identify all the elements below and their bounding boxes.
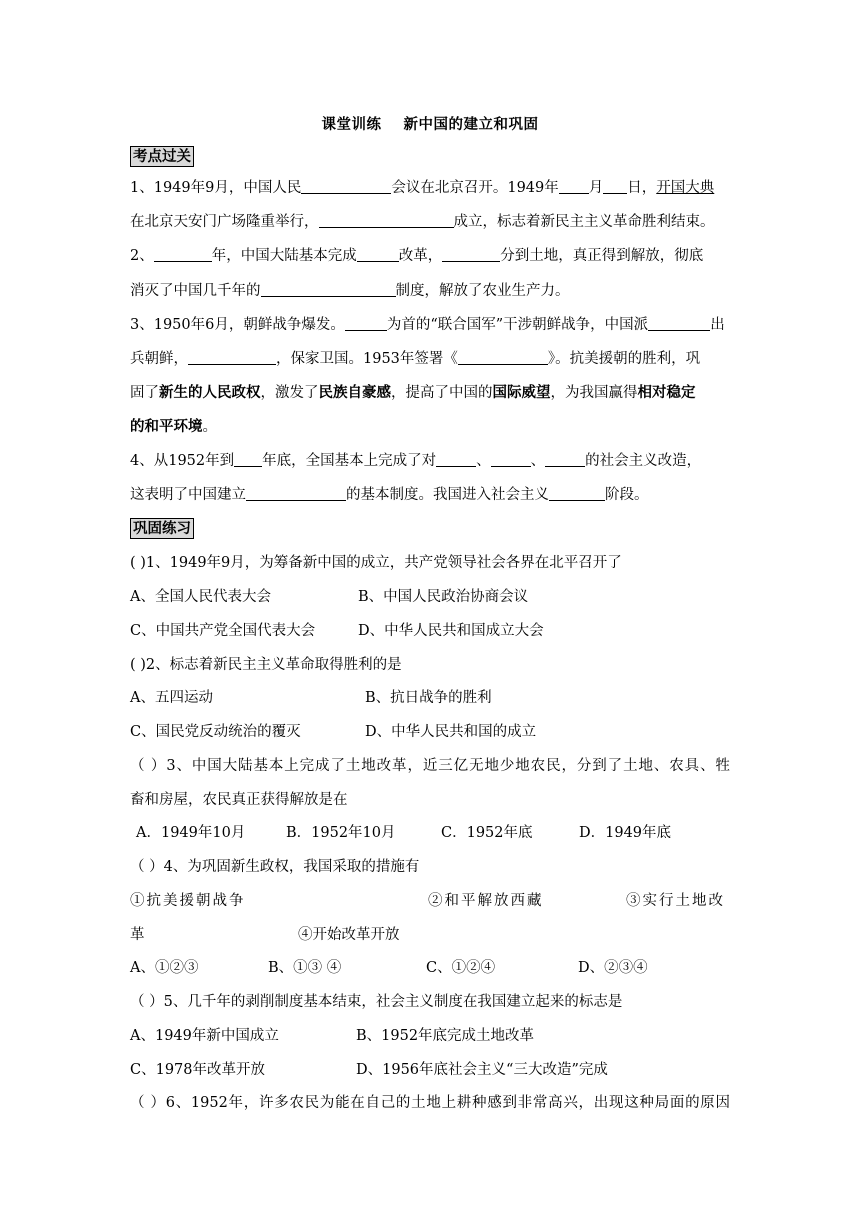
mc3-stem-line2: 畜和房屋，农民真正获得解放是在 [130,792,348,808]
mc3-stem-line1: （ ）3、中国大陆基本上完成了土地改革，近三亿无地少地农民，分到了土地、农具、牲 [130,758,730,774]
option-c[interactable]: C．1952年底 [441,825,533,841]
section-heading-gonggu: 巩固练习 [130,518,194,539]
q3-line3: 固了新生的人民政权，激发了民族自豪感，提高了中国的国际威望，为我国赢得相对稳定 [130,384,696,401]
option-d[interactable]: D、中华人民共和国成立大会 [358,623,544,639]
blank-field[interactable] [345,315,387,331]
option-a[interactable]: A．1949年10月 [136,825,246,841]
blank-field[interactable] [261,281,396,297]
blank-field[interactable] [319,212,454,228]
blank-field[interactable] [234,451,262,467]
mc2-options-row1 [130,688,730,708]
option-a[interactable]: A、①②③ [130,960,199,976]
q4-line1: 4、从1952年到 年底，全国基本上完成了对 、 、 的社会主义改造， [130,453,702,469]
mc1-stem: ( )1、1949年9月，为筹备新中国的成立，共产党领导社会各界在北平召开了 [130,555,622,571]
mc2-stem: ( )2、标志着新民主主义革命取得胜利的是 [130,657,402,673]
option-d[interactable]: D、②③④ [578,960,648,976]
option-a[interactable]: A、五四运动 [130,690,213,706]
q3-line2: 兵朝鲜， ，保家卫国。1953年签署《 》。抗美援朝的胜利，巩 [130,351,701,367]
blank-field[interactable] [442,246,500,262]
option-d[interactable]: D、中华人民共和国的成立 [365,724,537,740]
section-heading-kaodian: 考点过关 [130,146,194,167]
mc5-options-row1 [130,1026,730,1046]
q3-line1: 3、1950年6月，朝鲜战争爆发。 为首的“联合国军”干涉朝鲜战争，中国派 出 [130,317,725,333]
q2-line1: 2、 年，中国大陆基本完成 改革， 分到土地，真正得到解放，彻底 [130,248,704,264]
option-d[interactable]: D、1956年底社会主义“三大改造”完成 [356,1062,608,1078]
blank-field[interactable] [301,178,391,194]
option-a[interactable]: A、全国人民代表大会 [130,589,271,605]
blank-field[interactable] [436,451,476,467]
item-2: ②和平解放西藏 [428,893,544,909]
option-c[interactable]: C、国民党反动统治的覆灭 [130,724,301,740]
blank-field[interactable] [188,349,276,365]
item-3-continued: 革 [130,927,145,943]
option-c[interactable]: C、1978年改革开放 [130,1062,265,1078]
q3-line4: 的和平环境。 [130,418,217,435]
mc1-options-row2 [130,621,730,641]
blank-field[interactable] [357,246,399,262]
mc5-options-row2 [130,1060,730,1080]
mc4-items-row2 [130,925,730,945]
mc3-options [130,823,730,843]
item-3: ③实行土地改 [626,893,725,909]
blank-field[interactable] [154,246,212,262]
option-b[interactable]: B、抗日战争的胜利 [365,690,492,706]
q2-line2: 消灭了中国几千年的 制度，解放了农业生产力。 [130,283,570,299]
option-b[interactable]: B、1952年底完成土地改革 [356,1028,535,1044]
blank-field[interactable] [603,178,627,194]
mc1-options-row1 [130,587,730,607]
blank-field[interactable] [545,451,585,467]
title-part1: 课堂训练 [321,116,382,133]
option-d[interactable]: D．1949年底 [579,825,672,841]
item-1: ①抗美援朝战争 [130,893,246,909]
title-part2: 新中国的建立和巩固 [403,116,539,133]
blank-field[interactable] [559,178,589,194]
option-c[interactable]: C、中国共产党全国代表大会 [130,623,316,639]
q4-line2: 这表明了中国建立 的基本制度。我国进入社会主义 阶段。 [130,487,649,503]
mc4-options [130,958,730,978]
option-a[interactable]: A、1949年新中国成立 [130,1028,279,1044]
page-title [0,113,860,134]
mc4-items-row1 [130,891,730,911]
mc2-options-row2 [130,722,730,742]
item-4: ④开始改革开放 [298,927,400,943]
blank-field[interactable] [491,451,531,467]
option-c[interactable]: C、①②④ [426,960,496,976]
blank-field[interactable] [549,485,605,501]
option-b[interactable]: B、中国人民政治协商会议 [358,589,529,605]
q1-line1: 1、1949年9月，中国人民 会议在北京召开。1949年 月 日，开国大典 [130,180,715,196]
blank-field[interactable] [458,349,548,365]
mc6-stem: （ ）6、1952年，许多农民为能在自己的土地上耕种感到非常高兴，出现这种局面的原因 [130,1095,730,1111]
blank-field[interactable] [648,315,710,331]
option-b[interactable]: B、①③ ④ [268,960,342,976]
blank-field[interactable] [246,485,346,501]
option-b[interactable]: B．1952年10月 [286,825,396,841]
mc5-stem: （ ）5、几千年的剥削制度基本结束，社会主义制度在我国建立起来的标志是 [130,994,623,1010]
q1-line2: 在北京天安门广场隆重举行， 成立，标志着新民主主义革命胜利结束。 [130,214,715,230]
mc4-stem: （ ）4、为巩固新生政权，我国采取的措施有 [130,859,420,875]
